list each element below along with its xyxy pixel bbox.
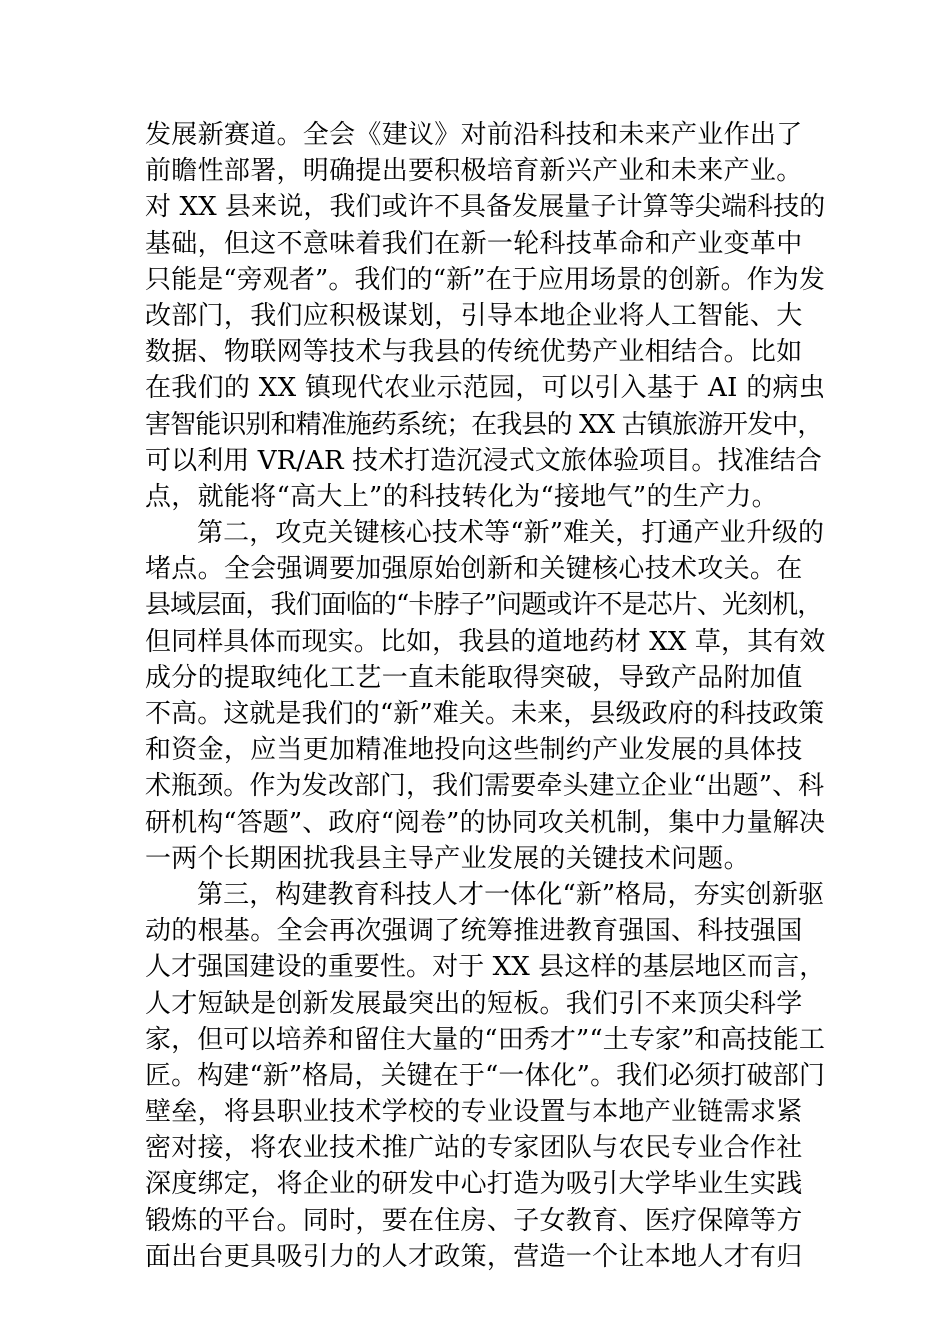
text-line: 但同样具体而现实。比如，我县的道地药材 XX 草，其有效 — [145, 626, 826, 657]
text-line: 人才短缺是创新发展最突出的短板。我们引不来顶尖科学 — [145, 988, 803, 1019]
text-line: 基础，但这不意味着我们在新一轮科技革命和产业变革中 — [145, 228, 803, 259]
text-line: 县域层面，我们面临的“卡脖子”问题或许不是芯片、光刻机， — [145, 590, 823, 621]
text-line: 不高。这就是我们的“新”难关。未来，县级政府的科技政策 — [145, 699, 825, 729]
text-line: 在我们的 XX 镇现代农业示范园，可以引入基于 AI 的病虫 — [145, 373, 826, 404]
text-line: 只能是“旁观者”。我们的“新”在于应用场景的创新。作为发 — [145, 264, 825, 295]
text-line: 锻炼的平台。同时，要在住房、子女教育、医疗保障等方 — [145, 1205, 803, 1236]
text-line: 改部门，我们应积极谋划，引导本地企业将人工智能、大 — [145, 300, 803, 331]
text-line: 密对接，将农业技术推广站的专家团队与农民专业合作社 — [145, 1133, 803, 1164]
text-line: 术瓶颈。作为发改部门，我们需要牵头建立企业“出题”、科 — [145, 771, 825, 802]
text-line: 匠。构建“新”格局，关键在于“一体化”。我们必须打破部门 — [145, 1060, 825, 1091]
document-body — [145, 117, 825, 1275]
text-line: 数据、物联网等技术与我县的传统优势产业相结合。比如 — [145, 337, 803, 368]
text-line: 深度绑定，将企业的研发中心打造为吸引大学毕业生实践 — [145, 1169, 803, 1200]
paragraph-first-line: 第三，构建教育科技人才一体化“新”格局，夯实创新驱 — [197, 879, 825, 910]
text-line: 一两个长期困扰我县主导产业发展的关键技术问题。 — [145, 843, 750, 874]
text-line: 堵点。全会强调要加强原始创新和关键核心技术攻关。在 — [145, 554, 803, 585]
text-line: 壁垒，将县职业技术学校的专业设置与本地产业链需求紧 — [145, 1097, 803, 1128]
text-line: 点，就能将“高大上”的科技转化为“接地气”的生产力。 — [145, 481, 778, 512]
text-line: 动的根基。全会再次强调了统筹推进教育强国、科技强国 — [145, 916, 803, 947]
text-line: 研机构“答题”、政府“阅卷”的协同攻关机制，集中力量解决 — [145, 807, 825, 838]
text-line: 害智能识别和精准施药系统；在我县的 XX 古镇旅游开发中， — [145, 409, 823, 440]
text-line: 面出台更具吸引力的人才政策，营造一个让本地人才有归 — [145, 1241, 803, 1272]
text-line: 对 XX 县来说，我们或许不具备发展量子计算等尖端科技的 — [145, 192, 826, 223]
text-line: 家，但可以培养和留住大量的“田秀才”“土专家”和高技能工 — [145, 1024, 825, 1055]
text-line: 可以利用 VR/AR 技术打造沉浸式文旅体验项目。找准结合 — [145, 445, 822, 476]
text-line: 发展新赛道。全会《建议》对前沿科技和未来产业作出了 — [145, 120, 803, 150]
text-line: 人才强国建设的重要性。对于 XX 县这样的基层地区而言， — [145, 952, 826, 983]
paragraph-first-line: 第二，攻克关键核心技术等“新”难关，打通产业升级的 — [197, 518, 825, 549]
text-line: 前瞻性部署，明确提出要积极培育新兴产业和未来产业。 — [145, 156, 803, 187]
text-line: 和资金，应当更加精准地投向这些制约产业发展的具体技 — [145, 735, 803, 766]
text-line: 成分的提取纯化工艺一直未能取得突破，导致产品附加值 — [145, 662, 803, 693]
